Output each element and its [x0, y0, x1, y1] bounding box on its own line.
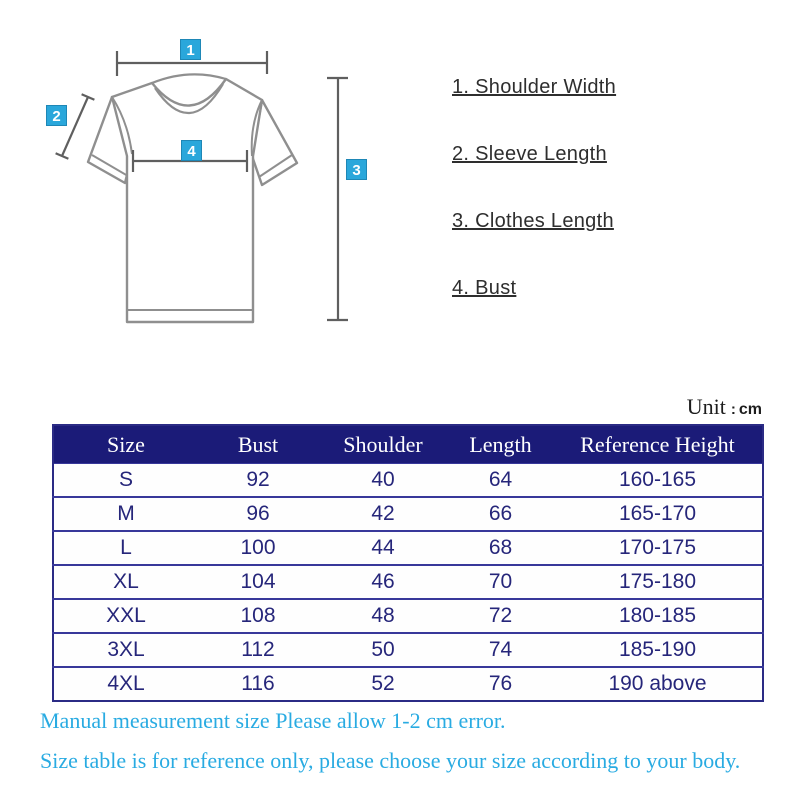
- cell-bust: 112: [198, 633, 318, 667]
- cell-length: 66: [448, 497, 553, 531]
- size-table-header-row: [53, 425, 763, 464]
- cell-reference-height: 175-180: [553, 565, 763, 599]
- cell-shoulder: 44: [318, 531, 448, 565]
- table-row: [53, 599, 763, 633]
- unit-value: cm: [738, 401, 762, 418]
- cell-reference-height: 185-190: [553, 633, 763, 667]
- table-row: [53, 565, 763, 599]
- cell-size: S: [53, 464, 198, 498]
- table-row: [53, 531, 763, 565]
- measure-badge-1: 1: [180, 39, 201, 60]
- measure-line-clothes-length: [327, 78, 348, 320]
- cell-shoulder: 52: [318, 667, 448, 701]
- table-row: [53, 464, 763, 498]
- cell-length: 74: [448, 633, 553, 667]
- cell-size: 4XL: [53, 667, 198, 701]
- table-row: [53, 497, 763, 531]
- col-header-size: Size: [53, 425, 198, 464]
- legend-item-sleeve-length: 2. Sleeve Length: [452, 143, 607, 165]
- cell-length: 70: [448, 565, 553, 599]
- cell-bust: 92: [198, 464, 318, 498]
- legend-item-bust: 4. Bust: [452, 277, 517, 299]
- col-header-shoulder: Shoulder: [318, 425, 448, 464]
- cell-bust: 100: [198, 531, 318, 565]
- legend-item-shoulder-width: 1. Shoulder Width: [452, 76, 617, 98]
- cell-reference-height: 165-170: [553, 497, 763, 531]
- measure-line-sleeve-length: [56, 94, 95, 159]
- col-header-bust: Bust: [198, 425, 318, 464]
- cell-size: XL: [53, 565, 198, 599]
- cell-size: XXL: [53, 599, 198, 633]
- cell-reference-height: 190 above: [553, 667, 763, 701]
- measure-badge-2: 2: [46, 105, 67, 126]
- cell-bust: 104: [198, 565, 318, 599]
- footnote-reference-only: Size table is for reference only, please choose your size according to your body.: [40, 748, 741, 773]
- measurement-legend: [452, 77, 616, 345]
- col-header-reference-height: Reference Height: [553, 425, 763, 464]
- legend-item-clothes-length: 3. Clothes Length: [452, 210, 614, 232]
- cell-reference-height: 160-165: [553, 464, 763, 498]
- cell-length: 64: [448, 464, 553, 498]
- cell-reference-height: 180-185: [553, 599, 763, 633]
- cell-shoulder: 40: [318, 464, 448, 498]
- cell-shoulder: 48: [318, 599, 448, 633]
- cell-length: 76: [448, 667, 553, 701]
- cell-length: 72: [448, 599, 553, 633]
- measure-badge-3: 3: [346, 159, 367, 180]
- unit-word: Unit: [686, 394, 726, 419]
- cell-length: 68: [448, 531, 553, 565]
- table-row: [53, 633, 763, 667]
- cell-bust: 108: [198, 599, 318, 633]
- col-header-length: Length: [448, 425, 553, 464]
- footnote-measurement-error: Manual measurement size Please allow 1-2 cm error.: [40, 708, 506, 733]
- cell-reference-height: 170-175: [553, 531, 763, 565]
- cell-shoulder: 50: [318, 633, 448, 667]
- cell-size: 3XL: [53, 633, 198, 667]
- size-table: [52, 424, 764, 702]
- tshirt-torso: [112, 79, 262, 322]
- cell-size: M: [53, 497, 198, 531]
- unit-colon: :: [730, 401, 736, 418]
- cell-bust: 96: [198, 497, 318, 531]
- measure-badge-4: 4: [181, 140, 202, 161]
- table-row: [53, 667, 763, 701]
- unit-label: [687, 394, 762, 420]
- cell-size: L: [53, 531, 198, 565]
- cell-shoulder: 46: [318, 565, 448, 599]
- cell-bust: 116: [198, 667, 318, 701]
- cell-shoulder: 42: [318, 497, 448, 531]
